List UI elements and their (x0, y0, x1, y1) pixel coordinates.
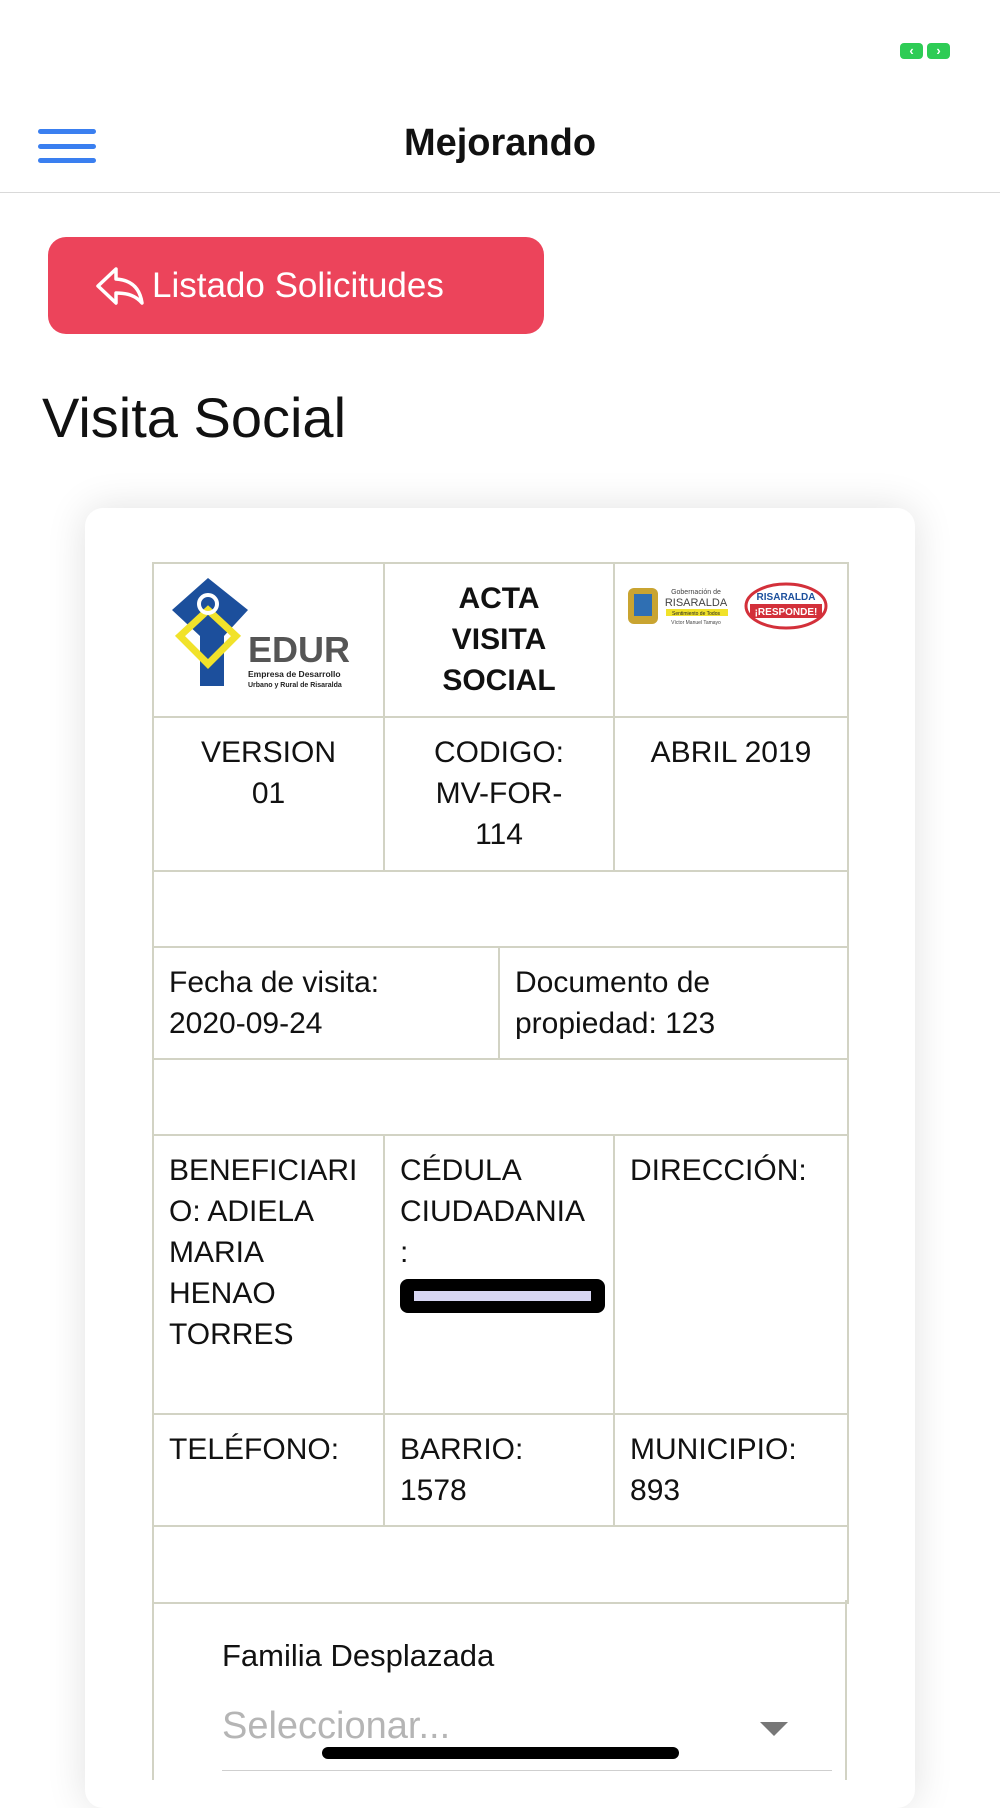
reply-arrow-icon (94, 265, 146, 307)
fecha-version-cell: ABRIL 2019 (614, 717, 848, 871)
select-underline (222, 1770, 832, 1771)
status-bar (0, 0, 1000, 100)
header-title: Mejorando (403, 122, 597, 164)
familia-desplazada-label: Familia Desplazada (222, 1638, 495, 1673)
empty-row (153, 1526, 848, 1603)
svg-text:Víctor Manuel Tamayo: Víctor Manuel Tamayo (671, 620, 721, 626)
table-border-left (152, 1600, 154, 1780)
svg-text:RISARALDA: RISARALDA (664, 597, 728, 609)
home-indicator (322, 1747, 679, 1759)
screen-mirroring-icon: ‹ › (900, 43, 950, 59)
edur-logo-text: EDUR (248, 629, 351, 670)
familia-desplazada-select[interactable]: Seleccionar... (222, 1705, 451, 1747)
risaralda-logo (625, 574, 837, 634)
risaralda-logo-cell (614, 563, 848, 717)
codigo-cell: CODIGO: MV-FOR-114 (384, 717, 614, 871)
redacted-cedula (400, 1279, 605, 1313)
acta-title: ACTA VISITA SOCIAL (384, 563, 614, 717)
chevron-down-icon[interactable] (760, 1722, 788, 1736)
risaralda-logo-graphic (626, 574, 836, 634)
empty-row (153, 1059, 848, 1135)
svg-text:Sentimiento de Todos: Sentimiento de Todos (672, 611, 721, 617)
fecha-visita-cell: Fecha de visita: 2020-09-24 (153, 947, 499, 1059)
svg-text:Urbano y Rural de Risaralda: Urbano y Rural de Risaralda (248, 682, 342, 689)
edur-logo-cell (153, 563, 384, 717)
version-cell: VERSION 01 (153, 717, 384, 871)
telefono-cell: TELÉFONO: (153, 1414, 384, 1526)
svg-text:RISARALDA: RISARALDA (756, 592, 816, 603)
empty-row (153, 871, 848, 947)
svg-text:Empresa de Desarrollo: Empresa de Desarrollo (248, 669, 341, 679)
direccion-cell: DIRECCIÓN: (614, 1135, 848, 1414)
barrio-cell: BARRIO: 1578 (384, 1414, 614, 1526)
back-button-label: Listado Solicitudes (152, 265, 444, 305)
page-title: Visita Social (42, 386, 347, 449)
cedula-label: CÉDULA CIUDADANIA: (400, 1154, 586, 1269)
edur-logo-graphic (164, 574, 369, 694)
back-to-list-button[interactable] (48, 237, 544, 334)
edur-logo (164, 574, 364, 694)
table-border-right (845, 1600, 847, 1780)
svg-text:Gobernación de: Gobernación de (671, 589, 721, 596)
municipio-cell: MUNICIPIO: 893 (614, 1414, 848, 1526)
app-header (0, 100, 1000, 193)
beneficiario-cell: BENEFICIARIO: ADIELA MARIA HENAO TORRES (153, 1135, 384, 1414)
cedula-cell (384, 1135, 614, 1414)
documento-propiedad-cell: Documento de propiedad: 123 (499, 947, 848, 1059)
svg-text:¡RESPONDE!: ¡RESPONDE! (754, 607, 818, 618)
acta-table (152, 562, 849, 1604)
